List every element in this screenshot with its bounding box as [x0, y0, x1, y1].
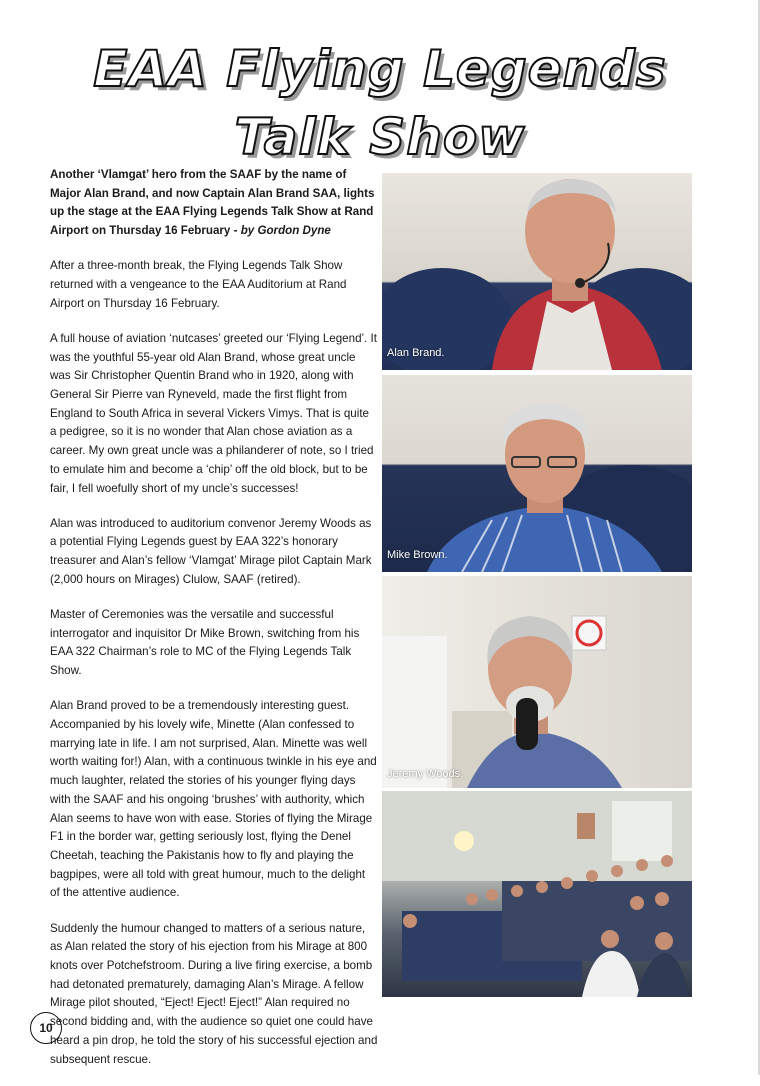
photo-mike-brown	[382, 375, 692, 572]
photo-caption: Mike Brown.	[387, 549, 448, 561]
page-number: 10	[30, 1012, 62, 1044]
headline-line-1: EAA Flying Legends	[93, 40, 667, 98]
body-paragraph-1: After a three-month break, the Flying Legends Talk Show returned with a vengeance to the EAA Auditorium at Rand Airport on Thursday 16 February.	[50, 259, 347, 310]
lede-paragraph	[50, 166, 378, 241]
portrait-illustration	[382, 576, 692, 788]
photo-caption: Alan Brand.	[387, 347, 445, 359]
article-column	[50, 166, 378, 1086]
portrait-illustration	[382, 375, 692, 572]
photo-alan-brand	[382, 173, 692, 370]
body-paragraph-5: Alan Brand proved to be a tremendously interesting guest. Accompanied by his lovely wife, Minette (Alan confessed to marrying late in life. I am not surprised, Alan. Minette was well worth waiting for!) Alan, with a continuous twinkle in his eye and much laughter, related the stories of his younger flying days with the SAAF and his ongoing ‘brushes’ with authority, which Alan seems to have won with ease. Stories of flying the Mirage F1 in the border war, getting seriously lost, flying the Denel Cheetah, teaching the Pakistanis how to fly and playing the bagpipes, were all told with great humour, much to the delight of the attentive audience.	[50, 699, 377, 900]
audience-illustration	[382, 791, 692, 997]
headline-line-2: Talk Show	[234, 108, 526, 166]
portrait-illustration	[382, 173, 692, 370]
byline: by Gordon Dyne	[240, 224, 331, 238]
lede-text: Another ‘Vlamgat’ hero from the SAAF by the name of Major Alan Brand, and now Captain Alan Brand SAA, lights up the stage at the EAA Flying Legends Talk Show at Rand Airport on Thursday 16 February -	[50, 168, 375, 238]
body-paragraph-2: A full house of aviation ‘nutcases’ greeted our ‘Flying Legend’. It was the youthful 55-year old Alan Brand, whose great uncle was Sir Christopher Quentin Brand who in 1920, along with General Sir Pierre van Ryneveld, made the first flight from England to South Africa in several Vickers Vimys. That is quite a pedigree, so it is no wonder that Alan chose aviation as a career. My own great uncle was a philanderer of note, so I tried to emulate him and become a ‘chip’ off the old block, but to be fair, I fell woefully short of my uncle’s successes!	[50, 331, 377, 495]
photo-auditorium-audience	[382, 791, 692, 997]
photo-caption: Jeremy Woods.	[387, 768, 464, 780]
body-paragraph-4: Master of Ceremonies was the versatile and successful interrogator and inquisitor Dr Mike Brown, switching from his EAA 322 Chairman’s role to MC of the Flying Legends Talk Show.	[50, 608, 360, 678]
body-paragraph-3: Alan was introduced to auditorium convenor Jeremy Woods as a potential Flying Legends guest by EAA 322’s honorary treasurer and Alan’s fellow ‘Vlamgat’ Mirage pilot Captain Mark (2,000 hours on Mirages) Clulow, SAAF (retired).	[50, 516, 372, 586]
body-paragraph-6: Suddenly the humour changed to matters of a serious nature, as Alan related the story of his ejection from his Mirage at 800 knots over Potchefstroom. During a live firing exercise, a bomb had detonated prematurely, damaging Alan’s Mirage. A fellow Mirage pilot shouted, “Eject! Eject! Eject!” Alan required no second bidding and, with the audience so quiet one could have heard a pin drop, he told the story of his successful ejection and subsequent rescue.	[50, 921, 378, 1066]
photo-jeremy-woods	[382, 576, 692, 788]
